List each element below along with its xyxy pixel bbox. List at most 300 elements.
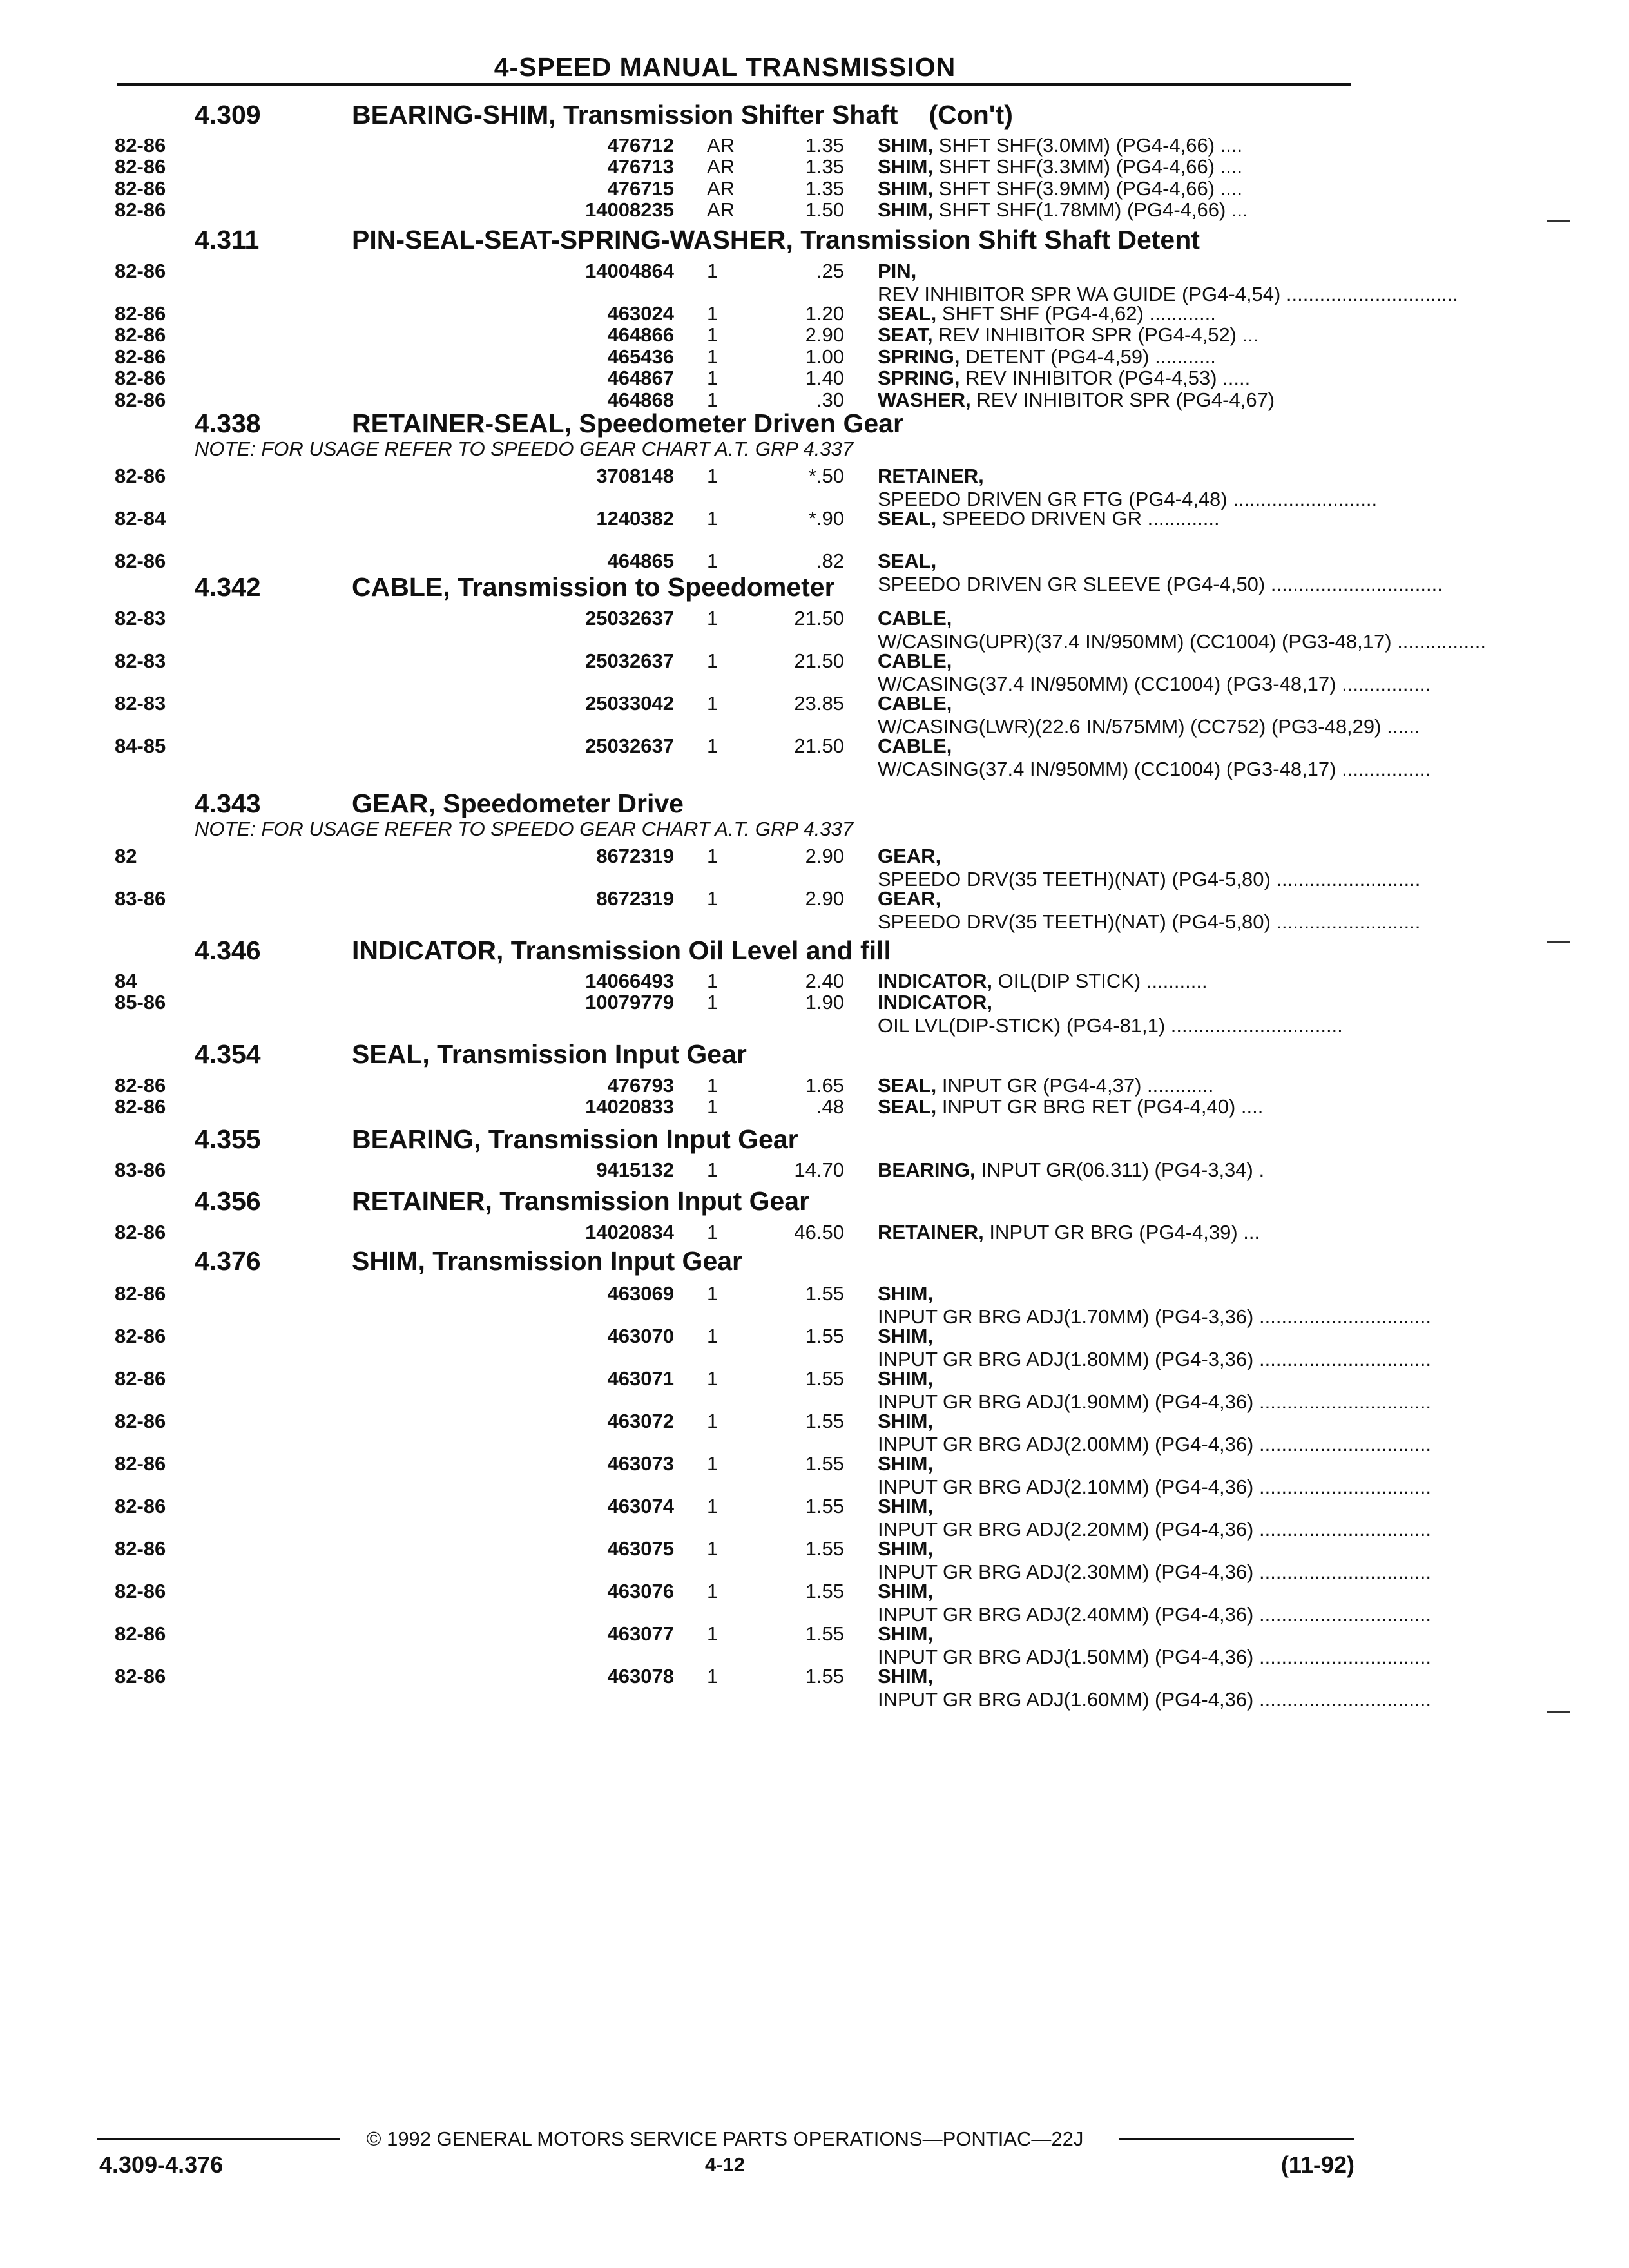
group-range: 4.309-4.376: [99, 2151, 224, 2178]
part-description: [878, 1622, 1431, 1669]
quantity: 1: [707, 845, 718, 867]
part-description: [878, 1367, 1431, 1414]
price: 21.50: [794, 735, 844, 757]
margin-mark: [1547, 941, 1570, 943]
part-description: [878, 1095, 1347, 1119]
part-number: 8672319: [596, 887, 674, 910]
section-heading: [195, 789, 684, 819]
quantity: 1: [707, 1325, 718, 1347]
part-number: 463074: [607, 1495, 674, 1517]
part-detail: SPEEDO DRV(35 TEETH)(NAT) (PG4-5,80) ..........................: [878, 910, 1421, 933]
page-title: 4-SPEED MANUAL TRANSMISSION: [494, 52, 956, 82]
price: 1.55: [805, 1665, 844, 1687]
part-description: [878, 177, 1347, 200]
section-number: 4.311: [195, 225, 260, 255]
quantity: 1: [707, 1221, 718, 1244]
part-name: SEAT,: [878, 323, 933, 346]
part-row: [0, 649, 1629, 697]
part-name: SHIM,: [878, 1495, 934, 1517]
model-years: 82-83: [115, 649, 166, 672]
section-title: SEAL, Transmission Input Gear: [352, 1039, 747, 1069]
model-years: 82-83: [115, 692, 166, 715]
model-years: 82-86: [115, 465, 166, 487]
section-heading: [195, 225, 1200, 255]
section-number: 4.354: [195, 1039, 261, 1069]
section-number: 4.355: [195, 1124, 261, 1154]
price: 2.90: [805, 845, 844, 867]
model-years: 82-83: [115, 607, 166, 629]
price: 1.65: [805, 1074, 844, 1097]
part-row: [0, 260, 1629, 307]
quantity: 1: [707, 550, 718, 572]
part-name: SHIM,: [878, 1665, 934, 1687]
part-row: [0, 1410, 1629, 1457]
quantity: 1: [707, 991, 718, 1014]
part-description: [878, 1495, 1431, 1541]
price: *.50: [808, 465, 844, 487]
part-name: SEAL,: [878, 550, 937, 572]
price: 1.35: [805, 134, 844, 157]
part-description: [878, 735, 1431, 781]
part-detail: INPUT GR BRG ADJ(2.00MM) (PG4-4,36) ...............................: [878, 1433, 1431, 1456]
section-number: 4.342: [195, 572, 261, 602]
section-number: 4.376: [195, 1246, 261, 1276]
model-years: 83-86: [115, 887, 166, 910]
part-description: [878, 1452, 1431, 1499]
part-description: [878, 260, 1458, 306]
part-detail: W/CASING(UPR)(37.4 IN/950MM) (CC1004) (PG3-48,17) ................: [878, 630, 1487, 653]
model-years: 82-84: [115, 507, 166, 530]
section-heading: [195, 1039, 747, 1070]
part-detail: INPUT GR BRG ADJ(2.30MM) (PG4-4,36) ...............................: [878, 1561, 1431, 1583]
part-name: SHIM,: [878, 177, 934, 200]
section-title: RETAINER-SEAL, Speedometer Driven Gear: [352, 408, 903, 438]
part-number: 8672319: [596, 845, 674, 867]
price: 1.55: [805, 1495, 844, 1517]
part-detail: REV INHIBITOR SPR WA GUIDE (PG4-4,54) ...............................: [878, 283, 1458, 305]
copyright-line: © 1992 GENERAL MOTORS SERVICE PARTS OPERATIONS—PONTIAC—22J: [366, 2128, 1084, 2150]
part-description: [878, 1537, 1431, 1584]
part-name: SEAL,: [878, 1095, 937, 1118]
part-name: WASHER,: [878, 389, 971, 411]
part-detail: SPEEDO DRIVEN GR FTG (PG4-4,48) ..........................: [878, 488, 1378, 510]
part-detail: SHFT SHF(3.9MM) (PG4-4,66) ....: [938, 177, 1243, 200]
usage-note: NOTE: FOR USAGE REFER TO SPEEDO GEAR CHART A.T. GRP 4.337: [195, 818, 854, 840]
part-row: [0, 1325, 1629, 1372]
section-title: GEAR, Speedometer Drive: [352, 789, 684, 818]
part-number: 464865: [607, 550, 674, 572]
part-row: [0, 735, 1629, 782]
part-name: SHIM,: [878, 1622, 934, 1645]
price: 1.40: [805, 367, 844, 389]
part-detail: SHFT SHF(1.78MM) (PG4-4,66) ...: [938, 198, 1248, 221]
quantity: 1: [707, 302, 718, 325]
part-description: [878, 134, 1347, 157]
part-description: [878, 1221, 1347, 1244]
price: 1.35: [805, 155, 844, 178]
part-name: SHIM,: [878, 1537, 934, 1560]
part-detail: INPUT GR BRG ADJ(1.70MM) (PG4-3,36) ...............................: [878, 1305, 1431, 1328]
section-number: 4.338: [195, 408, 261, 438]
price: 2.90: [805, 887, 844, 910]
quantity: 1: [707, 1495, 718, 1517]
price: 2.90: [805, 323, 844, 346]
price: 1.35: [805, 177, 844, 200]
model-years: 82-86: [115, 302, 166, 325]
quantity: 1: [707, 607, 718, 629]
model-years: 82-86: [115, 1495, 166, 1517]
part-number: 9415132: [596, 1158, 674, 1181]
quantity: AR: [707, 177, 735, 200]
part-description: [878, 1158, 1347, 1182]
part-description: [878, 389, 1347, 412]
model-years: 82-86: [115, 1665, 166, 1687]
quantity: 1: [707, 465, 718, 487]
part-name: SHIM,: [878, 1580, 934, 1602]
section-heading: [195, 572, 835, 602]
part-row: [0, 1367, 1629, 1415]
section-title: PIN-SEAL-SEAT-SPRING-WASHER, Transmission Shift Shaft Detent: [352, 225, 1200, 255]
model-years: 82-86: [115, 1282, 166, 1305]
part-name: SEAL,: [878, 1074, 937, 1097]
part-name: CABLE,: [878, 692, 952, 715]
part-description: [878, 507, 1347, 530]
model-years: 82-86: [115, 134, 166, 157]
part-description: [878, 991, 1347, 1037]
price: 1.55: [805, 1282, 844, 1305]
part-number: 1240382: [596, 507, 674, 530]
part-number: 14020834: [585, 1221, 674, 1244]
part-description: [878, 198, 1347, 222]
model-years: 82-86: [115, 1410, 166, 1432]
margin-mark: [1547, 220, 1570, 222]
part-row: [0, 507, 1629, 555]
title-rule: [117, 83, 1351, 86]
quantity: 1: [707, 887, 718, 910]
part-number: 25032637: [585, 735, 674, 757]
model-years: 82-86: [115, 550, 166, 572]
price: 1.55: [805, 1367, 844, 1390]
part-number: 25033042: [585, 692, 674, 715]
part-detail: SHFT SHF(3.0MM) (PG4-4,66) ....: [938, 134, 1243, 157]
part-number: 463077: [607, 1622, 674, 1645]
part-number: 25032637: [585, 607, 674, 629]
section-heading: [195, 1124, 798, 1155]
quantity: AR: [707, 198, 735, 221]
model-years: 84-85: [115, 735, 166, 757]
part-detail: INPUT GR BRG (PG4-4,39) ...: [989, 1221, 1260, 1244]
part-number: 464868: [607, 389, 674, 411]
part-name: PIN,: [878, 260, 917, 282]
part-row: [0, 465, 1629, 512]
part-name: CABLE,: [878, 607, 952, 629]
part-detail: OIL LVL(DIP-STICK) (PG4-81,1) ...............................: [878, 1014, 1343, 1037]
part-name: SHIM,: [878, 1325, 934, 1347]
model-years: 82-86: [115, 260, 166, 282]
part-name: RETAINER,: [878, 465, 984, 487]
quantity: 1: [707, 367, 718, 389]
part-description: [878, 1282, 1431, 1329]
part-description: [878, 465, 1378, 511]
price: .30: [816, 389, 844, 411]
part-number: 3708148: [596, 465, 674, 487]
part-description: [878, 1325, 1431, 1371]
part-detail: SPEEDO DRV(35 TEETH)(NAT) (PG4-5,80) ..........................: [878, 868, 1421, 890]
quantity: 1: [707, 649, 718, 672]
part-description: [878, 302, 1347, 325]
model-years: 82-86: [115, 177, 166, 200]
price: 1.50: [805, 198, 844, 221]
model-years: 82-86: [115, 1622, 166, 1645]
usage-note: NOTE: FOR USAGE REFER TO SPEEDO GEAR CHART A.T. GRP 4.337: [195, 437, 854, 460]
continued-label: (Con't): [929, 100, 1013, 130]
section-heading: [195, 1186, 809, 1216]
section-heading: [195, 1246, 742, 1276]
model-years: 85-86: [115, 991, 166, 1014]
part-detail: INPUT GR BRG ADJ(2.10MM) (PG4-4,36) ...............................: [878, 1475, 1431, 1498]
part-number: 14008235: [585, 198, 674, 221]
section-number: 4.343: [195, 789, 261, 818]
part-row: [0, 1452, 1629, 1500]
part-detail: INPUT GR BRG ADJ(2.20MM) (PG4-4,36) ...............................: [878, 1518, 1431, 1541]
model-years: 82: [115, 845, 137, 867]
part-description: [878, 345, 1347, 369]
page-number: 4-12: [704, 2153, 746, 2176]
price: .48: [816, 1095, 844, 1118]
price: 1.55: [805, 1537, 844, 1560]
model-years: 84: [115, 970, 137, 992]
price: 1.55: [805, 1325, 844, 1347]
quantity: 1: [707, 389, 718, 411]
part-name: SEAL,: [878, 507, 937, 530]
price: .82: [816, 550, 844, 572]
quantity: AR: [707, 155, 735, 178]
section-heading: [195, 100, 1013, 130]
part-name: SHIM,: [878, 1410, 934, 1432]
quantity: 1: [707, 1158, 718, 1181]
part-name: SHIM,: [878, 1452, 934, 1475]
section-number: 4.356: [195, 1186, 261, 1216]
part-name: SEAL,: [878, 302, 937, 325]
price: 21.50: [794, 649, 844, 672]
part-number: 463071: [607, 1367, 674, 1390]
part-detail: INPUT GR BRG ADJ(1.50MM) (PG4-4,36) ...............................: [878, 1646, 1431, 1668]
model-years: 82-86: [115, 155, 166, 178]
part-description: [878, 367, 1347, 390]
section-title: BEARING-SHIM, Transmission Shifter Shaft: [352, 100, 898, 130]
part-detail: INPUT GR BRG ADJ(1.80MM) (PG4-3,36) ...............................: [878, 1348, 1431, 1370]
part-description: [878, 550, 1443, 596]
section-title: BEARING, Transmission Input Gear: [352, 1124, 798, 1154]
part-detail: OIL(DIP STICK) ...........: [998, 970, 1208, 992]
model-years: 82-86: [115, 198, 166, 221]
quantity: 1: [707, 1074, 718, 1097]
part-description: [878, 845, 1421, 891]
price: 1.55: [805, 1622, 844, 1645]
part-row: [0, 1282, 1629, 1330]
section-heading: [195, 408, 903, 439]
quantity: 1: [707, 692, 718, 715]
price: 1.90: [805, 991, 844, 1014]
price: 1.55: [805, 1452, 844, 1475]
model-years: 82-86: [115, 389, 166, 411]
price: 14.70: [794, 1158, 844, 1181]
model-years: 82-86: [115, 323, 166, 346]
model-years: 82-86: [115, 1074, 166, 1097]
part-name: GEAR,: [878, 845, 941, 867]
section-heading: [195, 936, 891, 966]
section-title: CABLE, Transmission to Speedometer: [352, 572, 835, 602]
part-description: [878, 323, 1347, 347]
part-number: 463073: [607, 1452, 674, 1475]
part-number: 463076: [607, 1580, 674, 1602]
section-number: 4.346: [195, 936, 261, 965]
part-number: 463078: [607, 1665, 674, 1687]
margin-mark: [1547, 1711, 1570, 1713]
part-name: CABLE,: [878, 735, 952, 757]
part-detail: W/CASING(37.4 IN/950MM) (CC1004) (PG3-48,17) ................: [878, 758, 1431, 780]
quantity: 1: [707, 1622, 718, 1645]
price: 2.40: [805, 970, 844, 992]
part-number: 476715: [607, 177, 674, 200]
part-detail: SPEEDO DRIVEN GR .............: [941, 507, 1220, 530]
part-row: [0, 1580, 1629, 1628]
part-description: [878, 1074, 1347, 1097]
model-years: 82-86: [115, 1537, 166, 1560]
part-detail: INPUT GR(06.311) (PG4-3,34) .: [981, 1158, 1265, 1181]
quantity: 1: [707, 1580, 718, 1602]
part-number: 464867: [607, 367, 674, 389]
part-name: BEARING,: [878, 1158, 976, 1181]
part-name: INDICATOR,: [878, 970, 992, 992]
price: 1.20: [805, 302, 844, 325]
part-name: GEAR,: [878, 887, 941, 910]
part-number: 463075: [607, 1537, 674, 1560]
part-row: [0, 991, 1629, 1039]
part-name: SPRING,: [878, 345, 960, 368]
part-detail: SHFT SHF(3.3MM) (PG4-4,66) ....: [938, 155, 1243, 178]
part-description: [878, 649, 1431, 696]
part-name: SHIM,: [878, 1282, 934, 1305]
model-years: 82-86: [115, 345, 166, 368]
part-row: [0, 845, 1629, 892]
price: .25: [816, 260, 844, 282]
quantity: 1: [707, 323, 718, 346]
part-detail: INPUT GR BRG ADJ(1.60MM) (PG4-4,36) ...............................: [878, 1688, 1431, 1711]
model-years: 82-86: [115, 367, 166, 389]
part-number: 14020833: [585, 1095, 674, 1118]
part-name: SPRING,: [878, 367, 960, 389]
part-detail: INPUT GR (PG4-4,37) ............: [941, 1074, 1214, 1097]
model-years: 82-86: [115, 1452, 166, 1475]
part-detail: INPUT GR BRG RET (PG4-4,40) ....: [941, 1095, 1264, 1118]
part-number: 14004864: [585, 260, 674, 282]
part-detail: INPUT GR BRG ADJ(2.40MM) (PG4-4,36) ...............................: [878, 1603, 1431, 1626]
part-detail: REV INHIBITOR (PG4-4,53) .....: [965, 367, 1251, 389]
part-description: [878, 1580, 1431, 1626]
model-years: 82-86: [115, 1325, 166, 1347]
part-row: [0, 1665, 1629, 1713]
model-years: 82-86: [115, 1221, 166, 1244]
part-name: INDICATOR,: [878, 991, 992, 1014]
part-description: [878, 607, 1487, 653]
model-years: 82-86: [115, 1095, 166, 1118]
part-description: [878, 970, 1347, 993]
quantity: 1: [707, 1665, 718, 1687]
part-row: [0, 692, 1629, 740]
part-detail: SHFT SHF (PG4-4,62) ............: [941, 302, 1216, 325]
part-number: 463072: [607, 1410, 674, 1432]
part-name: CABLE,: [878, 649, 952, 672]
part-description: [878, 692, 1420, 738]
part-number: 10079779: [585, 991, 674, 1014]
price: 21.50: [794, 607, 844, 629]
part-row: [0, 1495, 1629, 1542]
part-name: SHIM,: [878, 134, 934, 157]
part-detail: DETENT (PG4-4,59) ...........: [965, 345, 1216, 368]
part-name: RETAINER,: [878, 1221, 984, 1244]
part-description: [878, 155, 1347, 178]
part-description: [878, 1665, 1431, 1711]
part-detail: SPEEDO DRIVEN GR SLEEVE (PG4-4,50) ...............................: [878, 573, 1443, 595]
price: 1.55: [805, 1410, 844, 1432]
section-number: 4.309: [195, 100, 261, 130]
quantity: AR: [707, 134, 735, 157]
part-number: 464866: [607, 323, 674, 346]
part-detail: W/CASING(37.4 IN/950MM) (CC1004) (PG3-48,17) ................: [878, 673, 1431, 695]
part-row: [0, 1537, 1629, 1585]
part-row: [0, 887, 1629, 935]
section-title: INDICATOR, Transmission Oil Level and fill: [352, 936, 891, 965]
quantity: 1: [707, 970, 718, 992]
part-description: [878, 1410, 1431, 1456]
part-number: 476793: [607, 1074, 674, 1097]
model-years: 82-86: [115, 1580, 166, 1602]
part-detail: W/CASING(LWR)(22.6 IN/575MM) (CC752) (PG3-48,29) ......: [878, 715, 1420, 738]
part-number: 25032637: [585, 649, 674, 672]
part-row: [0, 607, 1629, 655]
quantity: 1: [707, 735, 718, 757]
price: 1.55: [805, 1580, 844, 1602]
model-years: 83-86: [115, 1158, 166, 1181]
quantity: 1: [707, 1452, 718, 1475]
quantity: 1: [707, 1095, 718, 1118]
part-detail: REV INHIBITOR SPR (PG4-4,67): [976, 389, 1275, 411]
revision-date: (11-92): [1280, 2151, 1354, 2178]
quantity: 1: [707, 507, 718, 530]
part-name: SHIM,: [878, 1367, 934, 1390]
quantity: 1: [707, 345, 718, 368]
part-detail: REV INHIBITOR SPR (PG4-4,52) ...: [938, 323, 1259, 346]
quantity: 1: [707, 260, 718, 282]
price: 46.50: [794, 1221, 844, 1244]
part-number: 463070: [607, 1325, 674, 1347]
quantity: 1: [707, 1282, 718, 1305]
price: *.90: [808, 507, 844, 530]
quantity: 1: [707, 1367, 718, 1390]
model-years: 82-86: [115, 1367, 166, 1390]
part-name: SHIM,: [878, 198, 934, 221]
part-number: 476712: [607, 134, 674, 157]
part-number: 14066493: [585, 970, 674, 992]
part-detail: INPUT GR BRG ADJ(1.90MM) (PG4-4,36) ...............................: [878, 1390, 1431, 1413]
section-title: SHIM, Transmission Input Gear: [352, 1246, 743, 1276]
part-row: [0, 1622, 1629, 1670]
price: 1.00: [805, 345, 844, 368]
part-number: 463024: [607, 302, 674, 325]
part-number: 463069: [607, 1282, 674, 1305]
part-name: SHIM,: [878, 155, 934, 178]
